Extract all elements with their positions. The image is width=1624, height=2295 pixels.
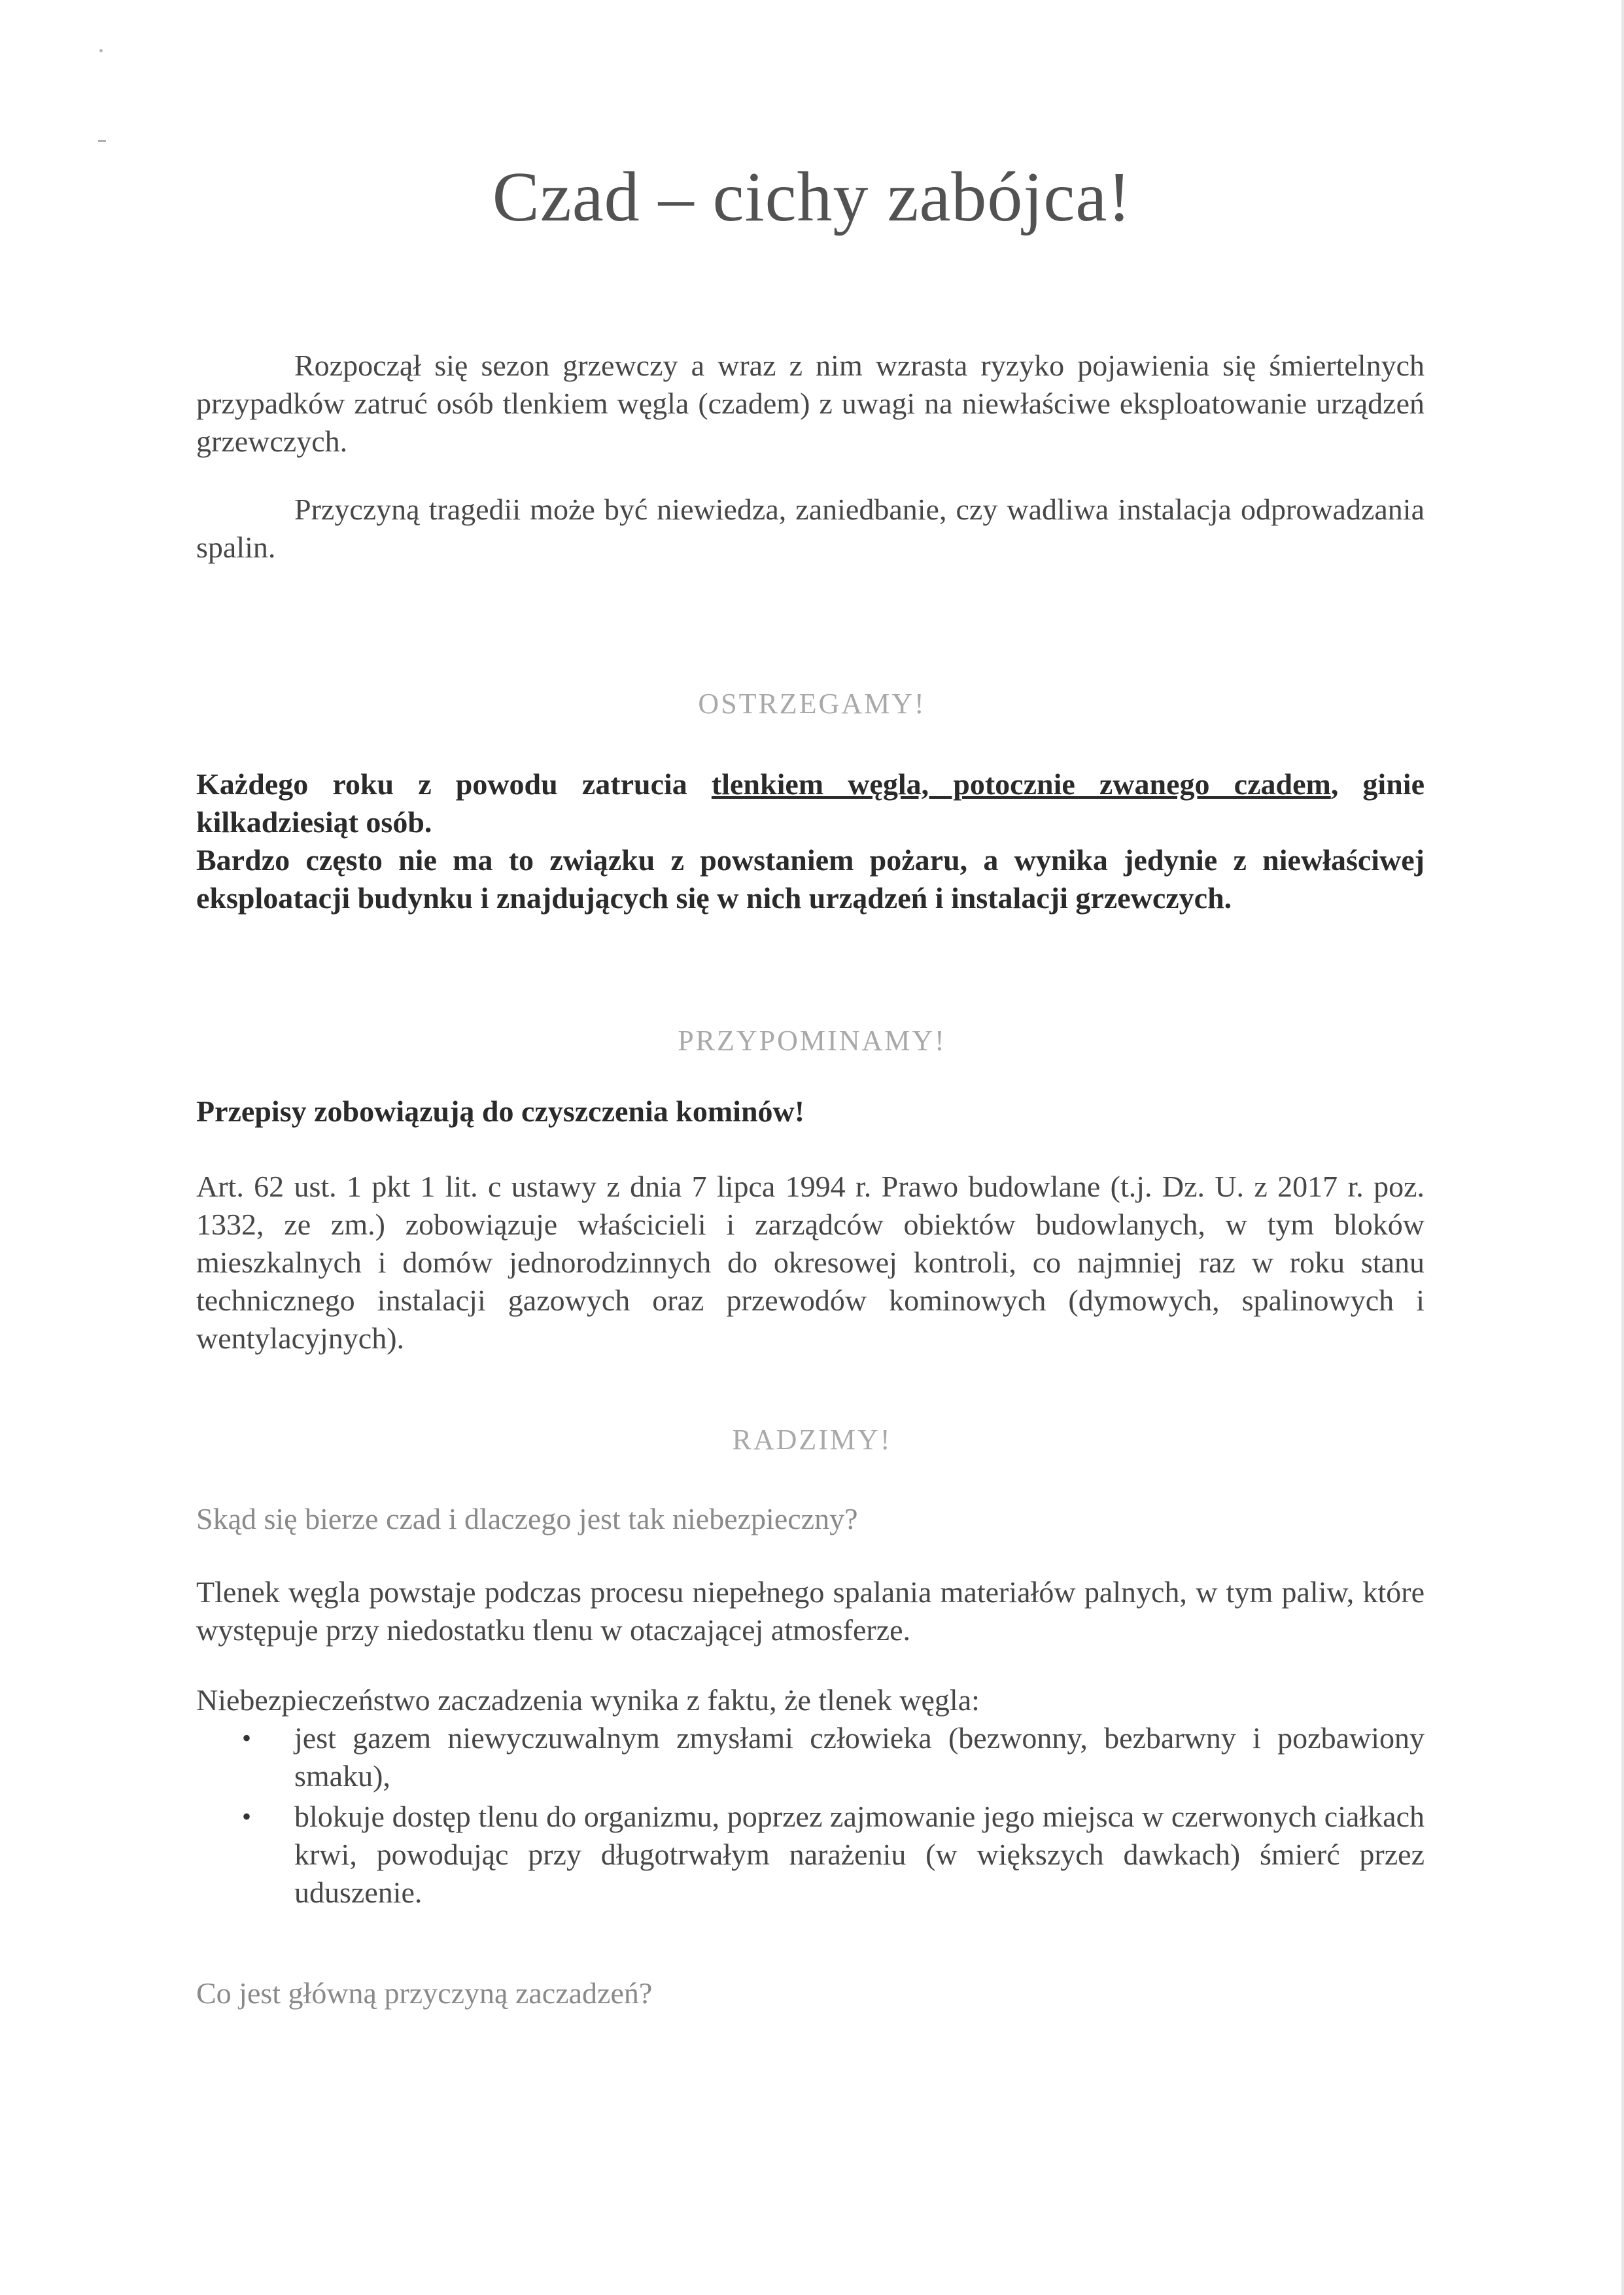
warning-paragraph-2: Bardzo często nie ma to związku z powstaniem pożaru, a wynika jedynie z niewłaściwej eksploatacji budynku i znajdujących się w nich urządzeń i instalacji grzewczych. [196, 843, 1425, 915]
warning-paragraph-1 [196, 765, 1425, 841]
page-title: Czad – cichy zabójca! [492, 158, 1132, 236]
warning-text-end: , ginie kilkadziesiąt osób. [196, 767, 1425, 839]
bullet-icon: • [242, 1723, 252, 1753]
danger-intro-paragraph: Niebezpieczeństwo zaczadzenia wynika z faktu, że tlenek węgla: [196, 1683, 980, 1717]
warning-text-underlined: tlenkiem węgla, potocznie zwanego czadem [711, 767, 1331, 801]
question-source-of-co: Skąd się bierze czad i dlaczego jest tak niebezpieczny? [196, 1502, 858, 1535]
section-heading-ostrzegamy: OSTRZEGAMY! [698, 688, 926, 720]
intro-paragraph-2: Przyczyną tragedii może być niewiedza, zaniedbanie, czy wadliwa instalacja odprowadzania spalin. [196, 493, 1425, 564]
list-item [196, 1719, 1425, 1795]
regulation-subheading: Przepisy zobowiązują do czyszczenia kominów! [196, 1095, 805, 1128]
question-main-cause: Co jest główną przyczyną zaczadzeń? [196, 1976, 653, 2010]
danger-bullet-list [196, 1719, 1425, 1914]
scan-artifact-dash [98, 140, 106, 142]
section-heading-radzimy: RADZIMY! [732, 1424, 892, 1456]
intro-paragraph-1: Rozpoczął się sezon grzewczy a wraz z nim wzrasta ryzyko pojawienia się śmiertelnych przypadków zatruć osób tlenkiem węgla (czadem) z uwagi na niewłaściwe eksploatowanie urządzeń grzewczych. [196, 349, 1425, 458]
list-item [196, 1798, 1425, 1912]
bullet-icon: • [242, 1802, 252, 1831]
section-heading-przypominamy: PRZYPOMINAMY! [678, 1025, 946, 1057]
bullet-text: jest gazem niewyczuwalnym zmysłami człowieka (bezwonny, bezbarwny i pozbawiony smaku), [294, 1721, 1425, 1793]
scan-edge [1621, 0, 1624, 2295]
bullet-text: blokuje dostęp tlenu do organizmu, poprzez zajmowanie jego miejsca w czerwonych ciałkach krwi, powodując przy długotrwałym narażeniu (w większych dawkach) śmierć przez uduszenie. [294, 1800, 1425, 1909]
co-origin-paragraph: Tlenek węgla powstaje podczas procesu niepełnego spalania materiałów palnych, w tym paliw, które występuje przy niedostatku tlenu w otaczającej atmosferze. [196, 1575, 1425, 1647]
warning-text-start: Każdego roku z powodu zatrucia [196, 767, 712, 801]
regulation-paragraph: Art. 62 ust. 1 pkt 1 lit. c ustawy z dnia 7 lipca 1994 r. Prawo budowlane (t.j. Dz. U. z 2017 r. poz. 1332, ze zm.) zobowiązuje właścicieli i zarządców obiektów budowlanych, w tym bloków mieszkalnych i domów jednorodzinnych do okresowej kontroli, co najmniej raz w roku stanu technicznego instalacji gazowych oraz przewodów kominowych (dymowych, spalinowych i wentylacyjnych). [196, 1170, 1425, 1355]
scan-artifact-dot [99, 49, 103, 52]
